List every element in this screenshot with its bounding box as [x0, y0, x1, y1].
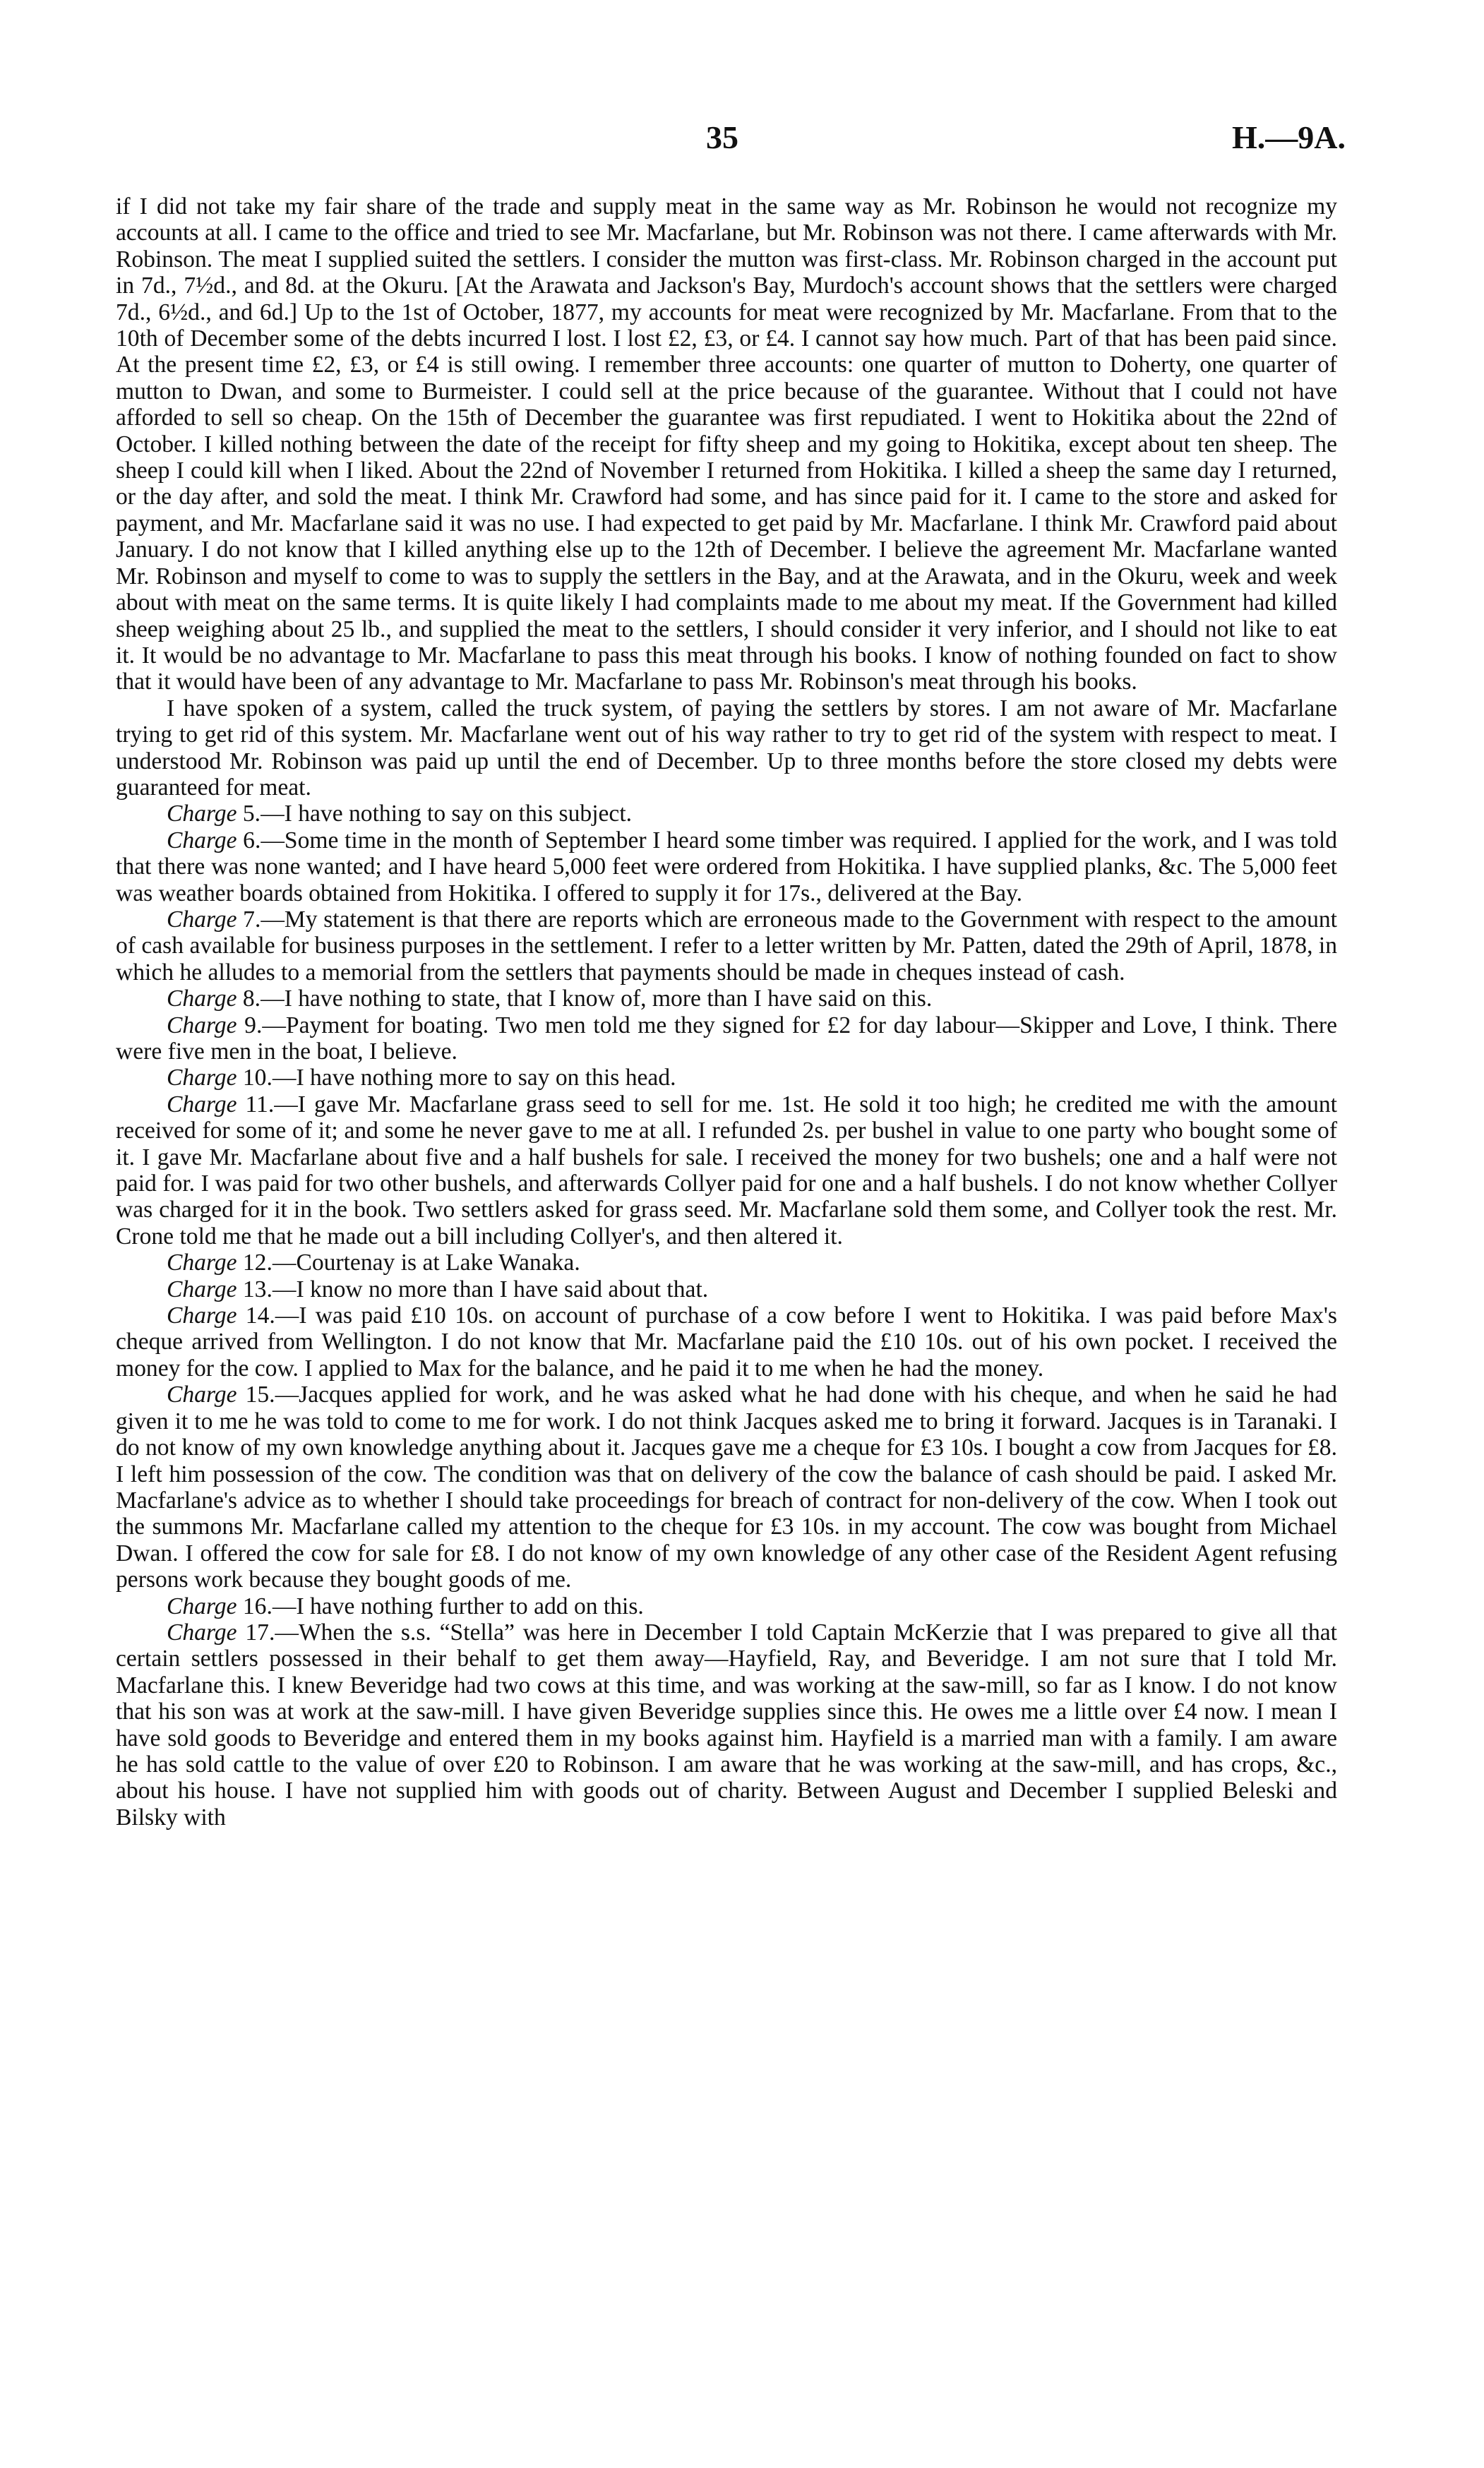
charge-paragraph: [116, 801, 1337, 827]
charge-text: 16.—I have nothing further to add on this.: [237, 1593, 644, 1619]
charge-label: Charge: [167, 801, 237, 827]
charge-label: Charge: [167, 827, 237, 853]
charge-label: Charge: [167, 1276, 237, 1302]
charge-text: 15.—Jacques applied for work, and he was asked what he had done with his cheque, and when he said he had given it to me he was told to come to me for work. I do not think Jacques asked me to bring it forward. Jacques is in Taranaki. I do not know of my own knowledge anything about it. Jacques gave me a cheque for £3 10s. I bought a cow from Jacques for £8. I left him possession of the cow. The condition was that on delivery of the cow the balance of cash should be paid. I asked Mr. Macfarlane's advice as to whether I should take proceedings for breach of contract for non-delivery of the cow. When I took out the summons Mr. Macfarlane called my attention to the cheque for £3 10s. in my account. The cow was bought from Michael Dwan. I offered the cow for sale for £8. I do not know of my own knowledge of any other case of the Resident Agent refusing persons work because they bought goods of me.: [116, 1382, 1337, 1593]
charge-text: 8.—I have nothing to state, that I know of, more than I have said on this.: [237, 986, 933, 1012]
charge-text: 17.—When the s.s. “Stella” was here in December I told Captain McKerzie that I was prepared to give all that certain settlers possessed in their behalf to get them away—Hayfield, Ray, and Beveridge. I am not sure that I told Mr. Macfarlane this. I knew Beveridge had two cows at this time, and was working at the saw-mill, so far as I know. I do not know that his son was at work at the saw-mill. I have given Beveridge supplies since this. He owes me a little over £4 now. I mean I have sold goods to Beveridge and entered them in my books against him. Hayfield is a married man with a family. I am aware he has sold cattle to the value of over £20 to Robinson. I am aware that he was working at the saw-mill, and has crops, &c., about his house. I have not supplied him with goods out of charity. Between August and December I supplied Beleski and Bilsky with: [116, 1619, 1337, 1831]
charge-label: Charge: [167, 1091, 237, 1118]
charge-paragraph: [116, 1593, 1337, 1619]
charge-text: 11.—I gave Mr. Macfarlane grass seed to sell for me. 1st. He sold it too high; he credited me with the amount received for some of it; and some he never gave to me at all. I refunded 2s. per bushel in value to one party who bought some of it. I gave Mr. Macfarlane about five and a half bushels for sale. I received the money for two bushels; one and a half were not paid for. I was paid for two other bushels, and afterwards Collyer paid for one and a half bushels. I do not know whether Collyer was charged for it in the book. Two settlers asked for grass seed. Mr. Macfarlane sold them some, and Collyer took the rest. Mr. Crone told me that he made out a bill including Collyer's, and then altered it.: [116, 1091, 1337, 1250]
charge-text: 7.—My statement is that there are reports which are erroneous made to the Government with respect to the amount of cash available for business purposes in the settlement. I refer to a letter written by Mr. Patten, dated the 29th of April, 1878, in which he alludes to a memorial from the settlers that payments should be made in cheques instead of cash.: [116, 906, 1337, 986]
charge-label: Charge: [167, 1593, 237, 1619]
charge-paragraph: [116, 1276, 1337, 1302]
charge-paragraph: [116, 1250, 1337, 1276]
charge-text: 13.—I know no more than I have said about that.: [237, 1276, 709, 1302]
charge-text: 14.—I was paid £10 10s. on account of purchase of a cow before I went to Hokitika. I was paid before Max's cheque arrived from Wellington. I do not know that Mr. Macfarlane paid the £10 10s. out of his own pocket. I received the money for the cow. I applied to Max for the balance, and he paid it to me when he had the money.: [116, 1302, 1337, 1382]
charge-text: 5.—I have nothing to say on this subject.: [237, 801, 633, 827]
charge-paragraph: [116, 986, 1337, 1012]
paragraph: I have spoken of a system, called the truck system, of paying the settlers by stores. I am not aware of Mr. Macfarlane trying to get rid of this system. Mr. Macfarlane went out of his way rather to try to get rid of the system with respect to meat. I understood Mr. Robinson was paid up until the end of December. Up to three months before the store closed my debts were guaranteed for meat.: [116, 695, 1337, 801]
document-reference: H.—9A.: [1232, 119, 1346, 155]
page-header: [0, 119, 1484, 161]
charge-label: Charge: [167, 1382, 237, 1408]
charge-label: Charge: [167, 1012, 237, 1038]
paragraph: if I did not take my fair share of the trade and supply meat in the same way as Mr. Robinson he would not recognize my accounts at all. I came to the office and tried to see Mr. Macfarlane, but Mr. Robinson was not there. I came afterwards with Mr. Robinson. The meat I supplied suited the settlers. I consider the mutton was first-class. Mr. Robinson charged in the account put in 7d., 7½d., and 8d. at the Okuru. [At the Arawata and Jackson's Bay, Murdoch's account shows that the settlers were charged 7d., 6½d., and 6d.] Up to the 1st of October, 1877, my accounts for meat were recognized by Mr. Macfarlane. From that to the 10th of December some of the debts incurred I lost. I lost £2, £3, or £4. I cannot say how much. Part of that has been paid since. At the present time £2, £3, or £4 is still owing. I remember three accounts: one quarter of mutton to Doherty, one quarter of mutton to Dwan, and some to Burmeister. I could sell at the price because of the guarantee. Without that I could not have afforded to sell so cheap. On the 15th of December the guarantee was first repudiated. I went to Hokitika about the 22nd of October. I killed nothing between the date of the receipt for fifty sheep and my going to Hokitika, except about ten sheep. The sheep I could kill when I liked. About the 22nd of November I returned from Hokitika. I killed a sheep the same day I returned, or the day after, and sold the meat. I think Mr. Crawford had some, and has since paid for it. I came to the store and asked for payment, and Mr. Macfarlane said it was no use. I had expected to get paid by Mr. Macfarlane. I think Mr. Crawford paid about January. I do not know that I killed anything else up to the 12th of December. I believe the agreement Mr. Macfarlane wanted Mr. Robinson and myself to come to was to supply the settlers in the Bay, and at the Arawata, and in the Okuru, week and week about with meat on the same terms. It is quite likely I had complaints made to me about my meat. If the Government had killed sheep weighing about 25 lb., and supplied the meat to the settlers, I should consider it very inferior, and I should not like to eat it. It would be no advantage to Mr. Macfarlane to pass this meat through his books. I know of nothing founded on fact to show that it would have been of any advantage to Mr. Macfarlane to pass Mr. Robinson's meat through his books.: [116, 193, 1337, 695]
charge-paragraph: [116, 1619, 1337, 1831]
charge-label: Charge: [167, 986, 237, 1012]
charge-paragraph: [116, 1382, 1337, 1593]
charge-text: 10.—I have nothing more to say on this head.: [237, 1065, 676, 1091]
charge-paragraph: [116, 906, 1337, 986]
charge-paragraph: [116, 1065, 1337, 1091]
charge-label: Charge: [167, 1619, 237, 1646]
charge-paragraph: [116, 1012, 1337, 1065]
charge-paragraph: [116, 827, 1337, 906]
charge-label: Charge: [167, 1065, 237, 1091]
charge-label: Charge: [167, 1302, 237, 1329]
charge-text: 6.—Some time in the month of September I heard some timber was required. I applied for the work, and I was told that there was none wanted; and I have heard 5,000 feet were ordered from Hokitika. I have supplied planks, &c. The 5,000 feet was weather boards obtained from Hokitika. I offered to supply it for 17s., delivered at the Bay.: [116, 827, 1337, 906]
charge-paragraph: [116, 1091, 1337, 1250]
charge-label: Charge: [167, 906, 237, 933]
charge-paragraph: [116, 1302, 1337, 1382]
charge-label: Charge: [167, 1250, 237, 1276]
charge-text: 12.—Courtenay is at Lake Wanaka.: [237, 1250, 580, 1276]
page-number: 35: [706, 119, 738, 155]
body-text: [116, 193, 1337, 1831]
charge-text: 9.—Payment for boating. Two men told me they signed for £2 for day labour—Skipper and Love, I think. There were five men in the boat, I believe.: [116, 1012, 1337, 1065]
